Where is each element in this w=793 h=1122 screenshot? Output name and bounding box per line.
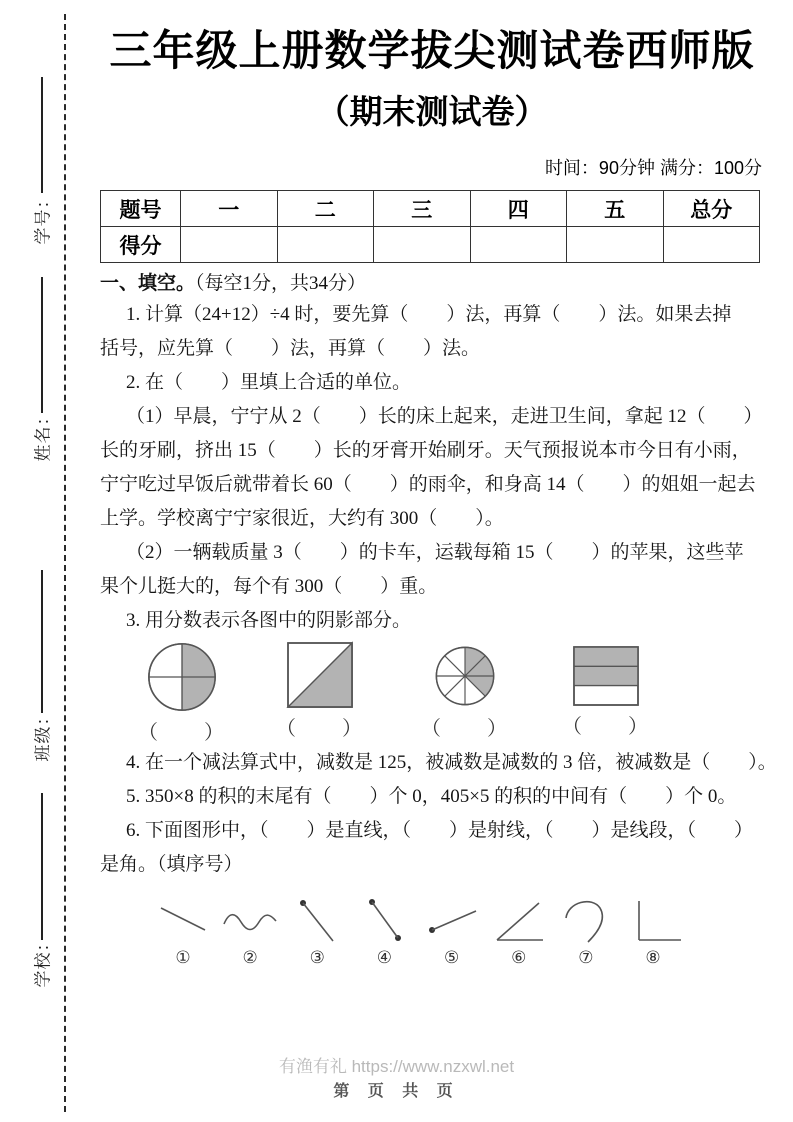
seal-label-school: 学校： — [33, 933, 53, 988]
fraction-figure-circle-eighths — [410, 642, 520, 742]
figure-label: ② — [242, 948, 258, 967]
figure-label: ⑦ — [578, 948, 594, 967]
seal-blank-line — [41, 793, 43, 940]
question-line: （2）一辆载质量 3（ ）的卡车，运载每箱 15（ ）的苹果，这些苹 — [126, 542, 744, 563]
right-angle-icon — [623, 896, 683, 944]
seal-label-class: 班级： — [33, 707, 53, 762]
score-table-empty-cell — [470, 227, 567, 263]
ray-with-endpoint-icon — [287, 896, 347, 944]
fraction-figure-circle-quarters — [127, 640, 237, 746]
question-line: 2. 在（ ）里填上合适的单位。 — [126, 372, 412, 393]
question-line: 是角。（填序号） — [100, 854, 243, 875]
figure-2-wavy-curve — [219, 896, 281, 968]
figure-label: ⑧ — [645, 948, 661, 967]
question-line: 长的牙刷，挤出 15（ ）长的牙膏开始刷牙。天气预报说本市今日有小雨， — [100, 440, 751, 461]
ray-with-endpoint-icon — [422, 896, 482, 944]
figure-label: ⑤ — [443, 948, 460, 967]
figure-label: ① — [175, 948, 191, 967]
fraction-figure-square-diagonal — [265, 640, 375, 742]
score-table-header-row — [101, 191, 760, 227]
score-table-cell: 四 — [470, 191, 567, 227]
seal-blank-line — [41, 77, 43, 193]
circle-quarters-half-shaded-icon — [145, 640, 219, 714]
score-table-empty-cell — [181, 227, 278, 263]
question-line: 5. 350×8 的积的末尾有（ ）个 0，405×5 的积的中间有（ ）个 0。 — [126, 786, 737, 807]
figure-7-curved-hook — [555, 896, 617, 968]
score-table-cell: 五 — [567, 191, 664, 227]
figure-5-ray — [421, 896, 483, 968]
score-table-empty-cell — [567, 227, 664, 263]
seal-label-student-id: 学号： — [33, 190, 53, 245]
score-table-cell: 二 — [277, 191, 374, 227]
score-table-empty-cell — [374, 227, 471, 263]
fraction-answer-blank: （ ） — [421, 718, 509, 740]
question-line: 4. 在一个减法算式中，减数是 125，被减数是减数的 3 倍，被减数是（ ）。 — [126, 752, 777, 773]
score-table-empty-cell — [277, 227, 374, 263]
figure-label: ③ — [309, 948, 325, 967]
figure-label: ⑥ — [511, 948, 527, 967]
plain-line-icon — [153, 896, 213, 944]
segment-two-endpoints-icon — [354, 896, 414, 944]
figure-8-right-angle — [622, 896, 684, 968]
score-table-cell: 总分 — [663, 191, 760, 227]
figure-1-line-segment — [152, 896, 214, 968]
line-figures-row — [152, 896, 684, 968]
question-line: （1）早晨，宁宁从 2（ ）长的床上起来，走进卫生间，拿起 12（ ） — [126, 406, 763, 427]
seal-blank-line — [41, 277, 43, 413]
figure-label: ④ — [376, 948, 393, 967]
section-1-heading-points: （每空1分，共34分） — [195, 273, 367, 294]
fraction-answer-blank: （ ） — [138, 722, 226, 744]
curved-hook-icon — [556, 896, 616, 944]
square-half-shaded-icon — [285, 640, 355, 710]
score-table-cell: 得分 — [101, 227, 181, 263]
figure-4-segment-two-endpoints — [353, 896, 415, 968]
fraction-answer-blank: （ ） — [562, 716, 650, 738]
score-table-empty-cell — [663, 227, 760, 263]
fraction-figure-rect-thirds — [551, 644, 661, 740]
score-table-score-row — [101, 227, 760, 263]
exam-content — [100, 0, 777, 968]
question-line: 宁宁吃过早饭后就带着长 60（ ）的雨伞，和身高 14（ ）的姐姐一起去 — [100, 474, 756, 495]
section-1-heading — [100, 270, 764, 298]
question-line: 括号，应先算（ ）法，再算（ ）法。 — [100, 338, 481, 359]
question-line: 6. 下面图形中，（ ）是直线，（ ）是射线，（ ）是线段，（ ） — [126, 820, 754, 841]
fraction-answer-blank: （ ） — [276, 718, 364, 740]
exam-time-score: 时间：90分钟 满分：100分 — [544, 158, 762, 178]
fraction-figures-row — [100, 638, 764, 746]
acute-angle-icon — [489, 896, 549, 944]
figure-3-ray — [286, 896, 348, 968]
question-line: 果个儿挺大的，每个有 300（ ）重。 — [100, 576, 438, 597]
score-table — [100, 190, 760, 263]
score-table-cell: 一 — [181, 191, 278, 227]
question-line: 3. 用分数表示各图中的阴影部分。 — [126, 610, 412, 631]
page-title: 三年级上册数学拔尖测试卷西师版 — [109, 27, 755, 74]
rectangle-thirds-shaded-icon — [571, 644, 641, 708]
question-line: 1. 计算（24+12）÷4 时，要先算（ ）法，再算（ ）法。如果去掉 — [126, 304, 732, 325]
footer-page-number: 第 页 共 页 — [333, 1083, 460, 1100]
wavy-curve-icon — [220, 896, 280, 944]
section-1-heading-title: 一、填空。 — [100, 273, 196, 294]
figure-6-angle — [488, 896, 550, 968]
footer-brand-url: 有渔有礼 https://www.nzxwl.net — [278, 1057, 515, 1076]
seal-dashed-line — [64, 14, 66, 1112]
score-table-cell: 三 — [374, 191, 471, 227]
seal-blank-line — [41, 570, 43, 713]
question-line: 上学。学校离宁宁家很近，大约有 300（ ）。 — [100, 508, 504, 529]
page-subtitle: （期末测试卷） — [316, 93, 548, 130]
circle-eighths-shaded-icon — [431, 642, 499, 710]
score-table-cell: 题号 — [101, 191, 181, 227]
seal-label-name: 姓名： — [33, 407, 53, 462]
